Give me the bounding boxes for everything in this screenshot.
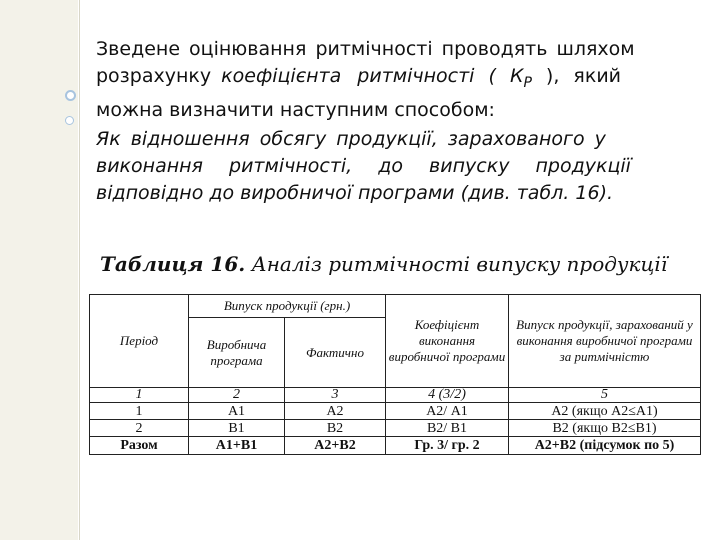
table-cell: В2/ В1 — [386, 420, 509, 437]
table-row — [90, 388, 701, 403]
symbol-k: ( К — [474, 65, 524, 87]
table-cell: А1 — [189, 403, 285, 420]
bullet-circle-icon — [65, 90, 76, 101]
table-cell: В2 (якщо В2≤В1) — [509, 420, 701, 437]
header-plan: Виробнича програма — [189, 318, 285, 388]
table-caption-label: Таблиця 16. — [100, 252, 246, 276]
table-total-row — [90, 437, 701, 455]
table-cell: А2 — [285, 403, 386, 420]
definition-line-1: Як відношення обсягу продукції, зарахованого у — [96, 128, 606, 150]
intro-line-2-pre: розрахунку — [96, 65, 222, 87]
header-credited-output: Випуск продукції, зарахований у виконання виробничої програми за ритмічністю — [509, 295, 701, 388]
definition-line-3: відповідно до виробничої програми (див. табл. 16). — [96, 182, 614, 204]
table-caption — [100, 252, 667, 276]
symbol-subscript: Р — [523, 74, 532, 91]
total-cell: Разом — [90, 437, 189, 455]
total-cell: А2+В2 — [285, 437, 386, 455]
intro-line-2-post: ), який — [531, 65, 622, 87]
definition-line-2: виконання ритмічності, до випуску продукції — [96, 155, 631, 177]
coefficient-term: коефіцієнта ритмічності — [221, 65, 475, 87]
left-decorative-band — [0, 0, 78, 540]
index-cell: 4 (3/2) — [386, 388, 509, 403]
intro-paragraph — [96, 36, 720, 124]
header-coefficient: Коефіцієнт виконання виробничої програми — [386, 295, 509, 388]
intro-line-1: Зведене оцінювання ритмічності проводять шляхом — [96, 38, 635, 60]
header-actual: Фактично — [285, 318, 386, 388]
table-cell: А2 (якщо А2≤А1) — [509, 403, 701, 420]
table-cell: 1 — [90, 403, 189, 420]
rhythmicity-table — [89, 294, 701, 455]
index-cell: 3 — [285, 388, 386, 403]
intro-line-2 — [96, 63, 720, 97]
index-cell: 1 — [90, 388, 189, 403]
index-cell: 2 — [189, 388, 285, 403]
table-cell: А2/ А1 — [386, 403, 509, 420]
header-period: Період — [90, 295, 189, 388]
index-cell: 5 — [509, 388, 701, 403]
table-row — [90, 420, 701, 437]
total-cell: А1+В1 — [189, 437, 285, 455]
total-cell: Гр. 3/ гр. 2 — [386, 437, 509, 455]
table-cell: В1 — [189, 420, 285, 437]
table-caption-text: Аналіз ритмічності випуску продукції — [245, 252, 668, 276]
table-cell: В2 — [285, 420, 386, 437]
table-cell: 2 — [90, 420, 189, 437]
bullet-circle-small-icon — [65, 116, 74, 125]
table-row — [90, 403, 701, 420]
total-cell: А2+В2 (підсумок по 5) — [509, 437, 701, 455]
header-output-group: Випуск продукції (грн.) — [189, 295, 386, 318]
intro-line-3: можна визначити наступним способом: — [96, 98, 495, 121]
vertical-divider — [79, 0, 80, 540]
definition-paragraph — [96, 126, 720, 207]
